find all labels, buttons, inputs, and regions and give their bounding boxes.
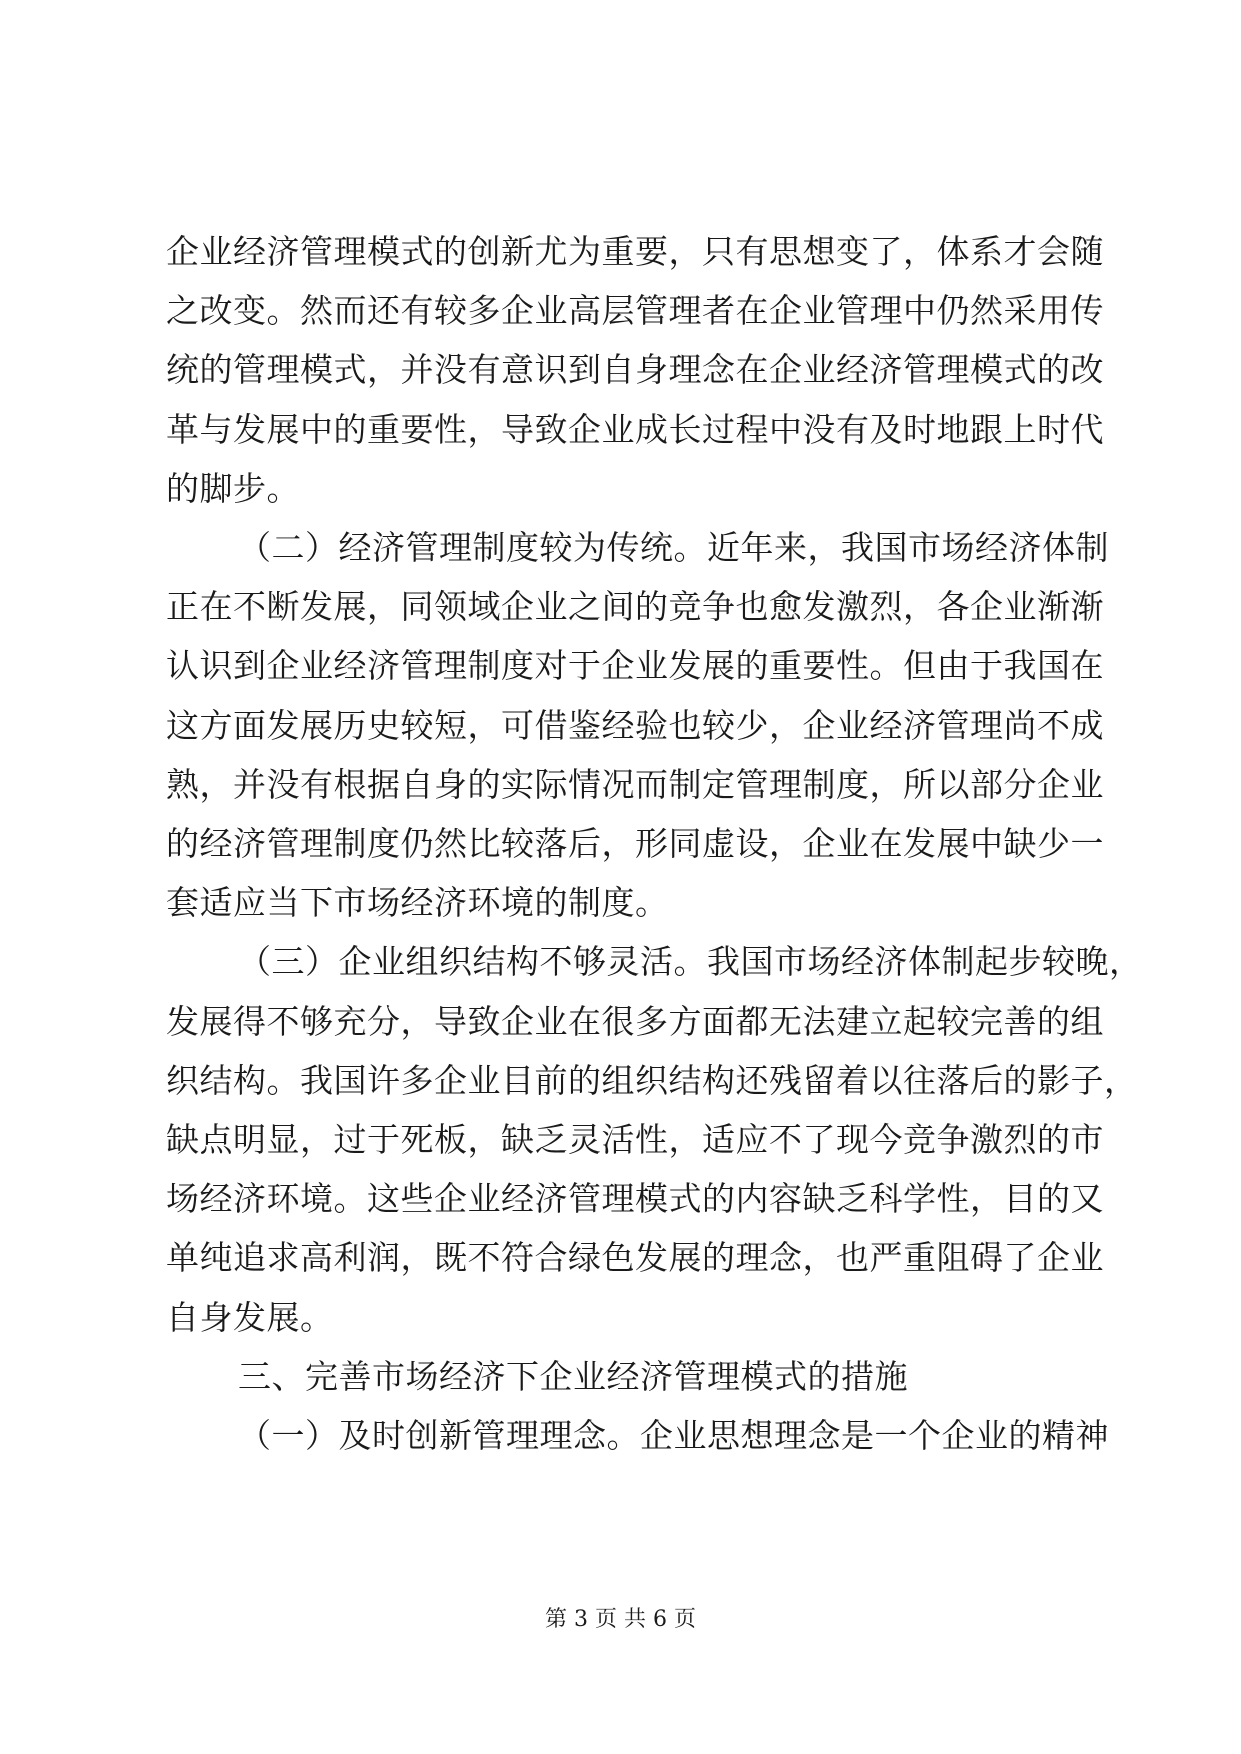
text-line: 缺点明显，过于死板，缺乏灵活性，适应不了现今竞争激烈的市 (166, 1120, 1104, 1160)
text-line: 单纯追求高利润，既不符合绿色发展的理念，也严重阻碍了企业 (166, 1238, 1104, 1278)
text-line: 场经济环境。这些企业经济管理模式的内容缺乏科学性，目的又 (166, 1179, 1104, 1219)
text-line: 这方面发展历史较短，可借鉴经验也较少，企业经济管理尚不成 (166, 705, 1104, 745)
text-line: 织结构。我国许多企业目前的组织结构还残留着以往落后的影子， (166, 1060, 1138, 1100)
paragraph-organization-structure (166, 932, 1143, 1346)
text-line: （一）及时创新管理理念。企业思想理念是一个企业的精神 (238, 1416, 1109, 1456)
text-line: 企业经济管理模式的创新尤为重要，只有思想变了，体系才会随 (166, 232, 1104, 271)
text-line: 发展得不够充分，导致企业在很多方面都无法建立起较完善的组 (166, 1001, 1104, 1041)
text-line: 之改变。然而还有较多企业高层管理者在企业管理中仍然采用传 (166, 291, 1104, 331)
page-number-footer: 第 3 页 共 6 页 (545, 1607, 696, 1632)
paragraph-continuation (166, 222, 1104, 518)
text-line: （二）经济管理制度较为传统。近年来，我国市场经济体制 (238, 528, 1109, 568)
text-line: 革与发展中的重要性，导致企业成长过程中没有及时地跟上时代 (166, 409, 1104, 449)
section-heading: 三、完善市场经济下企业经济管理模式的措施 (238, 1356, 908, 1396)
text-line: 熟，并没有根据自身的实际情况而制定管理制度，所以部分企业 (166, 764, 1104, 804)
text-line: 统的管理模式，并没有意识到自身理念在企业经济管理模式的改 (166, 350, 1104, 390)
text-line: 的经济管理制度仍然比较落后，形同虚设，企业在发展中缺少一 (166, 824, 1104, 864)
text-line: 正在不断发展，同领域企业之间的竞争也愈发激烈，各企业渐渐 (166, 587, 1104, 627)
document-body (166, 222, 1143, 1465)
text-line: （三）企业组织结构不够灵活。我国市场经济体制起步较晚， (238, 942, 1143, 982)
text-line: 自身发展。 (166, 1297, 334, 1337)
text-line: 的脚步。 (166, 468, 300, 508)
text-line: 认识到企业经济管理制度对于企业发展的重要性。但由于我国在 (166, 646, 1104, 686)
paragraph-management-concept (166, 1406, 1109, 1465)
text-line: 套适应当下市场经济环境的制度。 (166, 883, 669, 923)
paragraph-management-system (166, 518, 1109, 932)
